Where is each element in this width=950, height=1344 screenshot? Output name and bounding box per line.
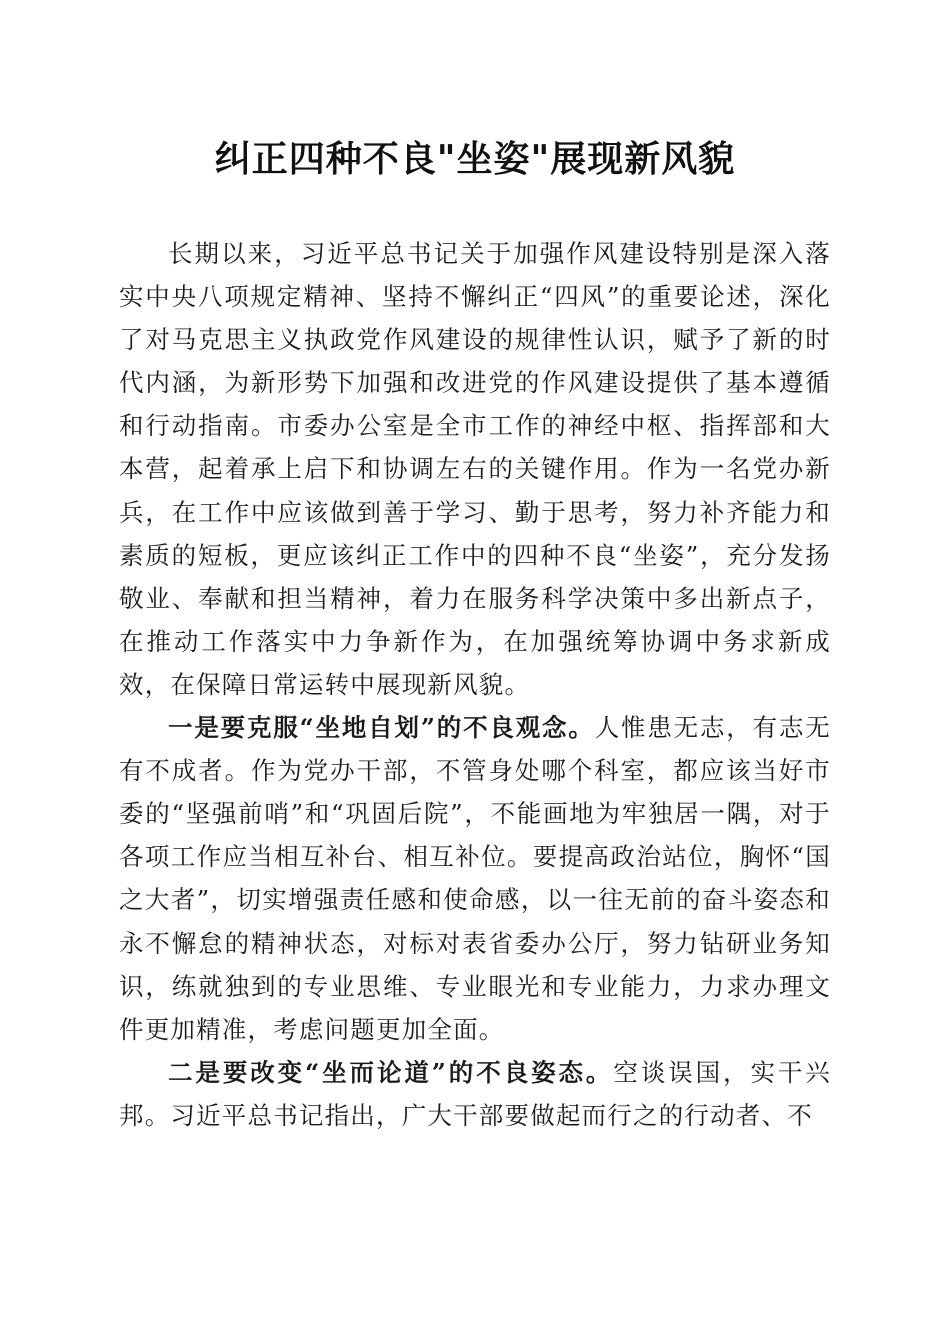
paragraph-lead: 一是要克服“坐地自划”的不良观念。 — [168, 713, 595, 743]
paragraph-point-one — [119, 706, 831, 1051]
paragraph-text: 长期以来，习近平总书记关于加强作风建设特别是深入落实中央八项规定精神、坚持不懈纠正“四风”的重要论述，深化了对马克思主义执政党作风建设的规律性认识，赋予了新的时代内涵，为新形势下加强和改进党的作风建设提供了基本遵循和行动指南。市委办公室是全市工作的神经中枢、指挥部和大本营，起着承上启下和协调左右的关键作用。作为一名党办新兵，在工作中应该做到善于学习、勤于思考，努力补齐能力和素质的短板，更应该纠正工作中的四种不良“坐姿”，充分发扬敬业、奉献和担当精神，着力在服务科学决策中多出新点子，在推动工作落实中力争新作为，在加强统筹协调中务求新成效，在保障日常运转中展现新风貌。 — [119, 239, 831, 699]
paragraph-text: 空谈误国，实干兴邦。习近平总书记指出，广大干部要做起而行之的行动者、不 — [119, 1057, 831, 1130]
paragraph-lead: 二是要改变“坐而论道”的不良姿态。 — [168, 1057, 614, 1087]
document-title: 纠正四种不良"坐姿"展现新风貌 — [214, 138, 736, 180]
paragraph-point-two — [119, 1051, 831, 1137]
document-body — [119, 232, 831, 1137]
paragraph-intro — [119, 232, 831, 706]
paragraph-text: 人惟患无志，有志无有不成者。作为党办干部，不管身处哪个科室，都应该当好市委的“坚强前哨”和“巩固后院”，不能画地为牢独居一隅，对于各项工作应当相互补台、相互补位。要提高政治站位，胸怀“国之大者”，切实增强责任感和使命感，以一往无前的奋斗姿态和永不懈怠的精神状态，对标对表省委办公厅，努力钻研业务知识，练就独到的专业思维、专业眼光和专业能力，力求办理文件更加精准，考虑问题更加全面。 — [119, 713, 831, 1044]
